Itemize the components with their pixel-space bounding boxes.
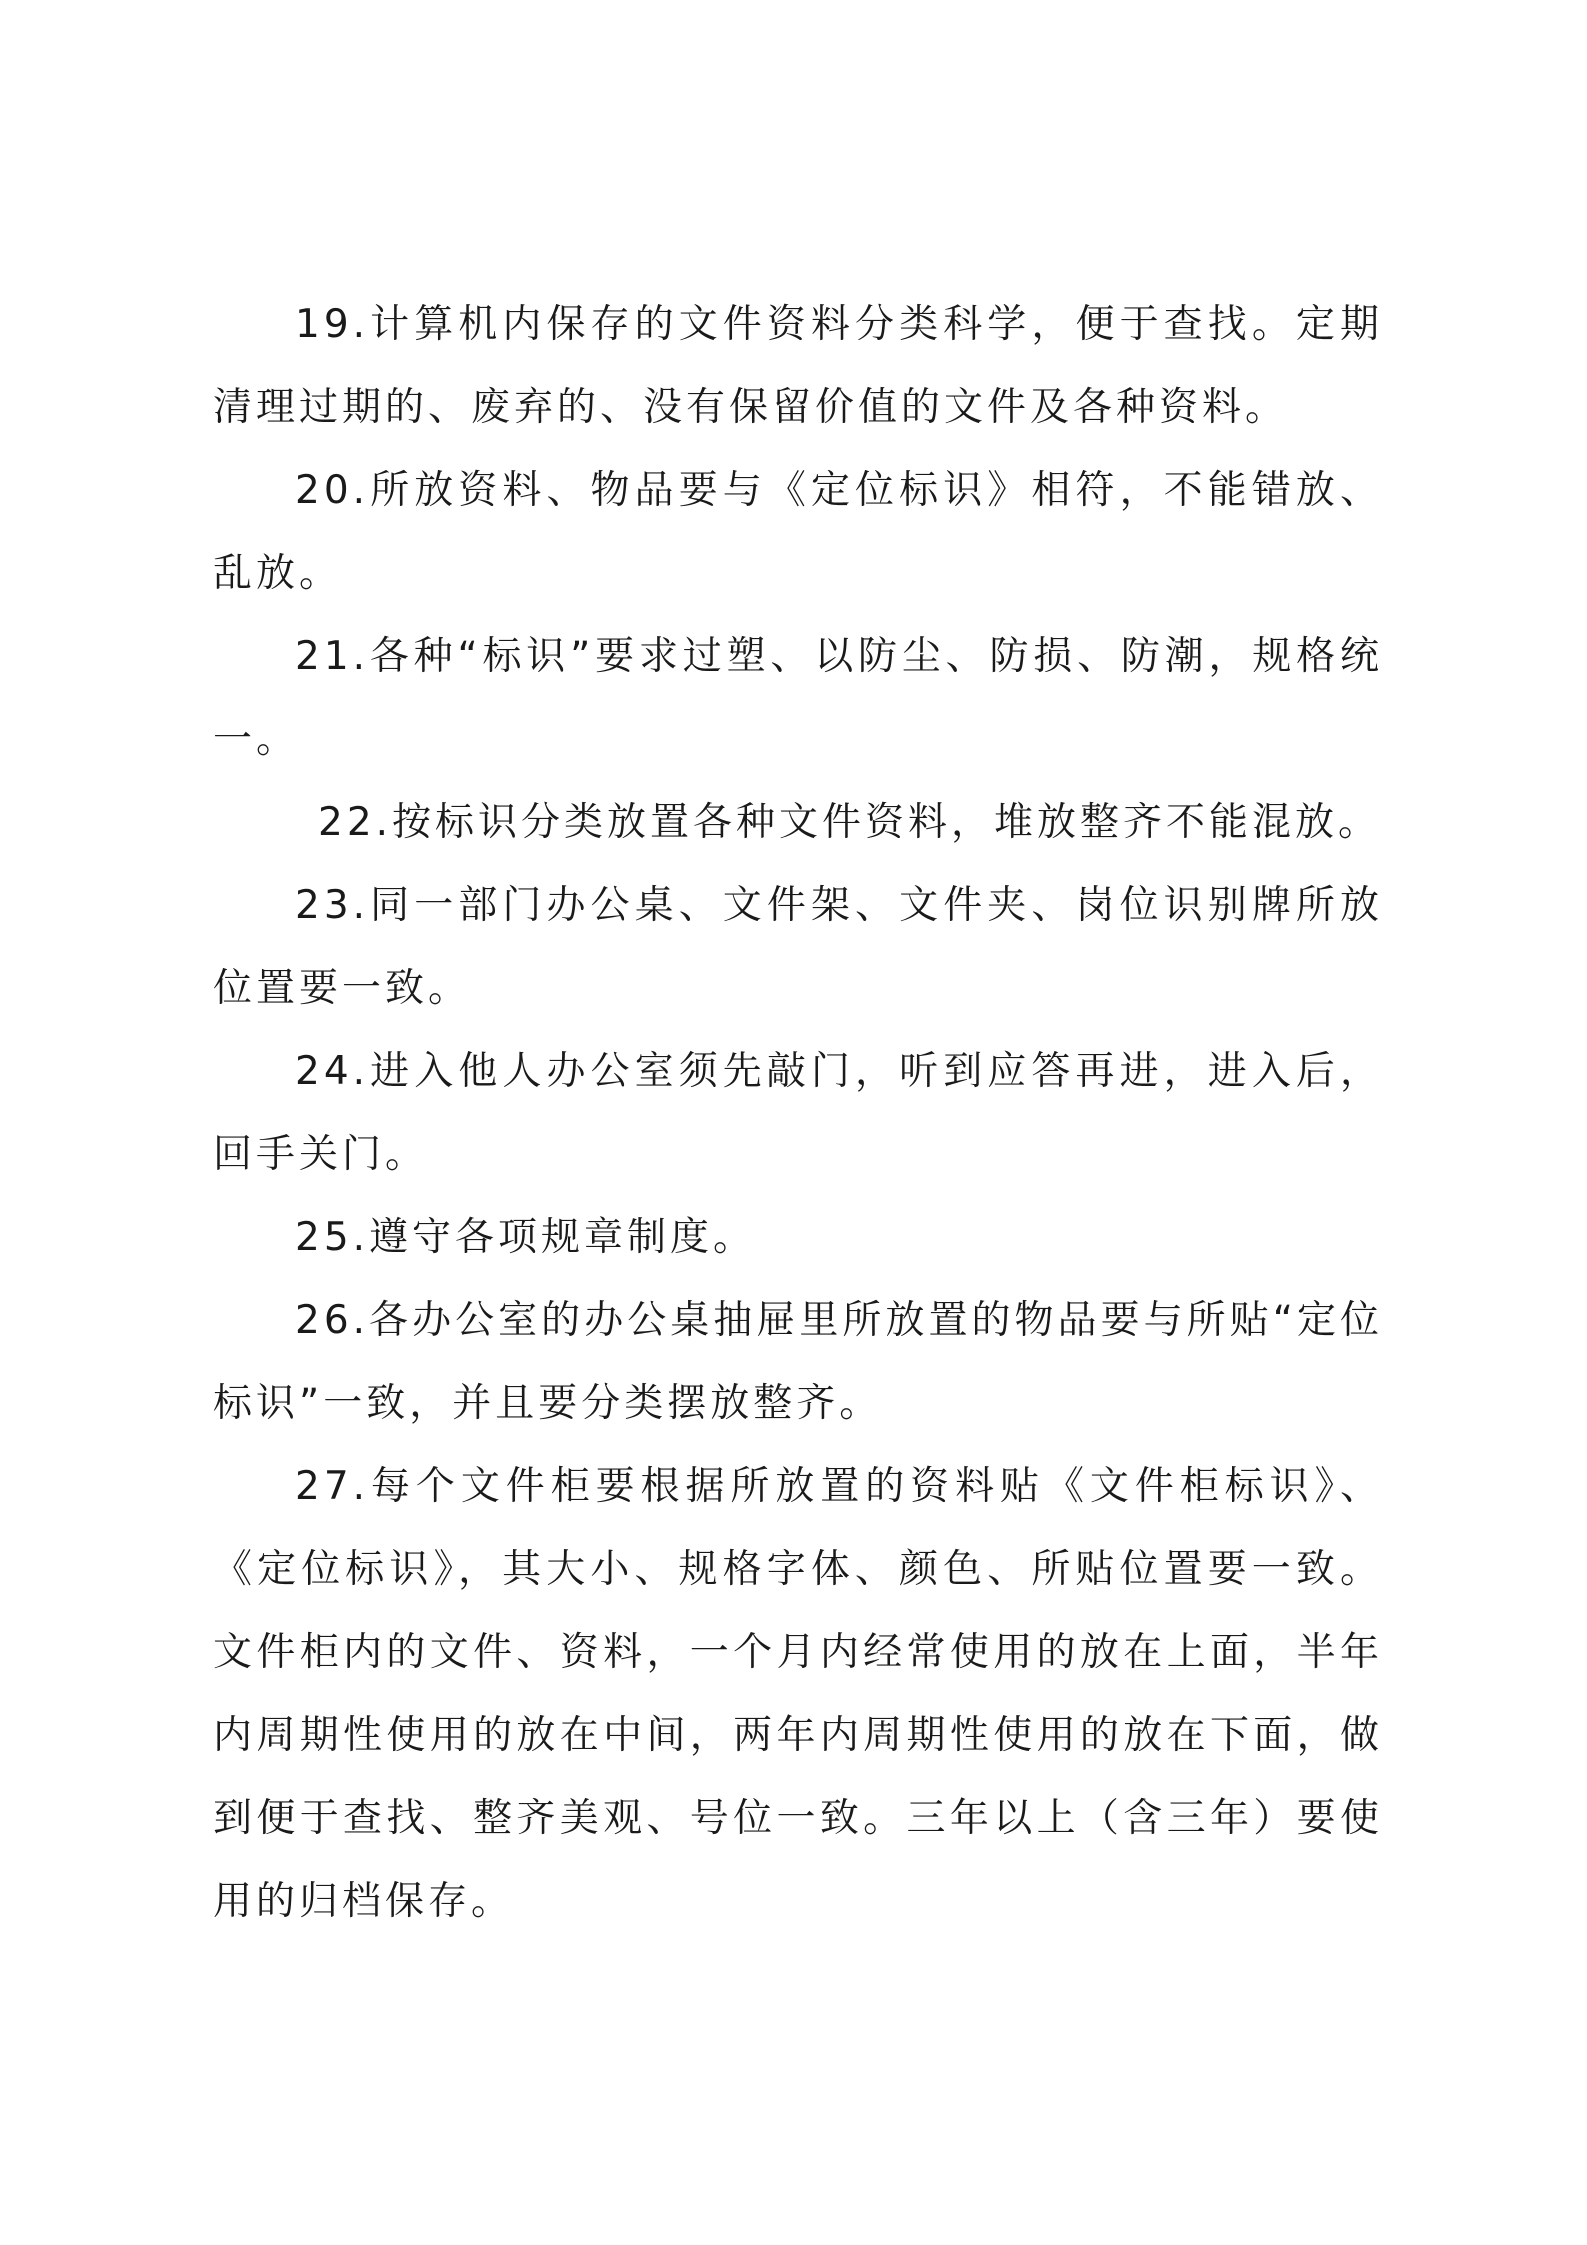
paragraph-item-23: 23.同一部门办公桌、文件架、文件夹、岗位识别牌所放位置要一致。 xyxy=(213,883,1383,1011)
paragraph-item-24: 24.进入他人办公室须先敲门，听到应答再进，进入后，回手关门。 xyxy=(213,1049,1383,1177)
paragraph-item-25: 25.遵守各项规章制度。 xyxy=(295,1215,757,1260)
paragraph-item-19: 19.计算机内保存的文件资料分类科学，便于查找。定期清理过期的、废弃的、没有保留价值的文件及各种资料。 xyxy=(213,302,1383,430)
document-body xyxy=(213,283,1383,1943)
paragraph-item-22: 22.按标识分类放置各种文件资料，堆放整齐不能混放。 xyxy=(318,800,1382,845)
paragraph-item-27: 27.每个文件柜要根据所放置的资料贴《文件柜标识》、《定位标识》，其大小、规格字体、颜色、所贴位置要一致。文件柜内的文件、资料，一个月内经常使用的放在上面，半年内周期性使用的放在中间，两年内周期性使用的放在下面，做到便于查找、整齐美观、号位一致。三年以上（含三年）要使用的归档保存。 xyxy=(213,1464,1383,1924)
paragraph-item-26: 26.各办公室的办公桌抽屉里所放置的物品要与所贴“定位标识”一致，并且要分类摆放整齐。 xyxy=(213,1298,1383,1426)
paragraph-item-21: 21.各种“标识”要求过塑、以防尘、防损、防潮，规格统一。 xyxy=(213,634,1383,762)
paragraph-item-20: 20.所放资料、物品要与《定位标识》相符，不能错放、乱放。 xyxy=(213,468,1383,596)
